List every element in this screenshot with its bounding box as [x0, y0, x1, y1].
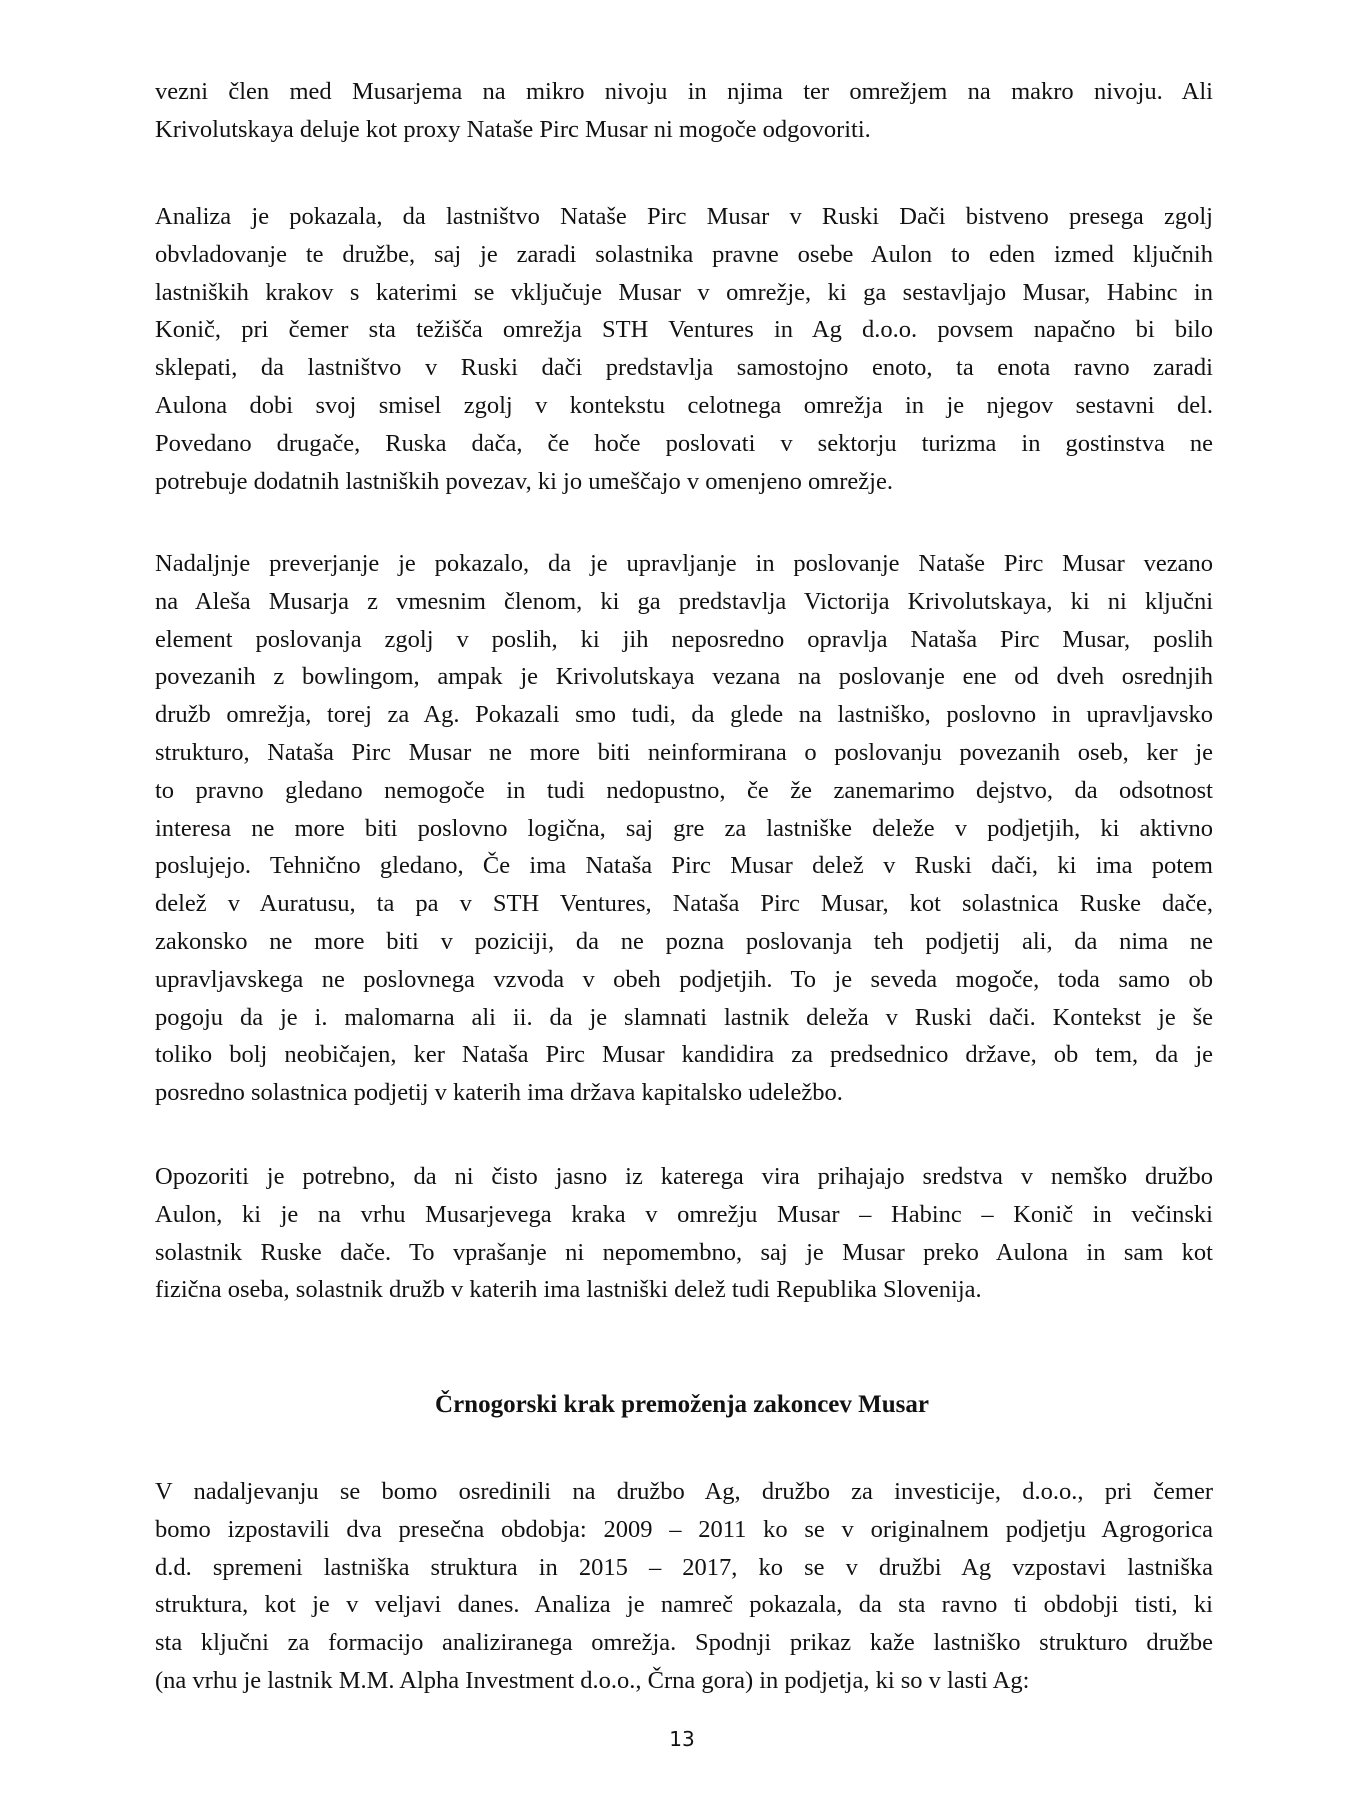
text-line: zakonsko ne more biti v poziciji, da ne pozna poslovanja teh podjetij ali, da nima ne — [155, 927, 1213, 955]
text-line: Povedano drugače, Ruska dača, če hoče poslovati v sektorju turizma in gostinstva ne — [155, 429, 1213, 457]
text-line: fizična oseba, solastnik družb v katerih ima lastniški delež tudi Republika Slovenija. — [155, 1276, 982, 1304]
text-line: V nadaljevanju se bomo osredinili na družbo Ag, družbo za investicije, d.o.o., pri čemer — [155, 1478, 1213, 1505]
text-line: bomo izpostavili dva presečna obdobja: 2009 – 2011 ko se v originalnem podjetju Agrogorica — [155, 1515, 1213, 1543]
text-line: sklepati, da lastništvo v Ruski dači predstavlja samostojno enoto, ta enota ravno zaradi — [155, 354, 1213, 382]
text-line: sta ključni za formacijo analiziranega omrežja. Spodnji prikaz kaže lastniško strukturo družbe — [155, 1629, 1213, 1657]
text-line: vezni člen med Musarjema na mikro nivoju in njima ter omrežjem na makro nivoju. Ali — [155, 78, 1213, 105]
text-line: Aulona dobi svoj smisel zgolj v kontekstu celotnega omrežja in je njegov sestavni del. — [155, 391, 1213, 419]
text-line: družb omrežja, torej za Ag. Pokazali smo tudi, da glede na lastniško, poslovno in upravljavsko — [155, 701, 1213, 729]
text-line: element poslovanja zgolj v poslih, ki jih neposredno opravlja Nataša Pirc Musar, poslih — [155, 625, 1213, 653]
text-line: Aulon, ki je na vrhu Musarjevega kraka v omrežju Musar – Habinc – Konič in večinski — [155, 1200, 1213, 1228]
text-line: na Aleša Musarja z vmesnim členom, ki ga predstavlja Victorija Krivolutskaya, ki ni ključni — [155, 587, 1213, 615]
text-line: Analiza je pokazala, da lastništvo Nataše Pirc Musar v Ruski Dači bistveno presega zgolj — [155, 203, 1213, 230]
text-line: solastnik Ruske dače. To vprašanje ni nepomembno, saj je Musar preko Aulona in sam kot — [155, 1238, 1213, 1266]
text-line: (na vrhu je lastnik M.M. Alpha Investment d.o.o., Črna gora) in podjetja, ki so v lasti Ag: — [155, 1666, 1030, 1694]
text-line: interesa ne more biti poslovno logična, saj gre za lastniške deleže v podjetjih, ki aktivno — [155, 814, 1213, 842]
text-line: toliko bolj neobičajen, ker Nataša Pirc Musar kandidira za predsednico države, ob tem, da je — [155, 1041, 1213, 1069]
text-line: potrebuje dodatnih lastniških povezav, ki jo umeščajo v omenjeno omrežje. — [155, 467, 893, 495]
text-line: pogoju da je i. malomarna ali ii. da je slamnati lastnik deleža v Ruski dači. Kontekst je še — [155, 1003, 1213, 1031]
page-number: 13 — [669, 1727, 695, 1751]
text-line: lastniških krakov s katerimi se vključuje Musar v omrežje, ki ga sestavljajo Musar, Habinc in — [155, 278, 1213, 306]
text-line: delež v Auratusu, ta pa v STH Ventures, Nataša Pirc Musar, kot solastnica Ruske dače, — [155, 890, 1213, 918]
text-line: to pravno gledano nemogoče in tudi nedopustno, če že zanemarimo dejstvo, da odsotnost — [155, 776, 1213, 804]
paragraph-2 — [155, 198, 1213, 500]
text-line: upravljavskega ne poslovnega vzvoda v obeh podjetjih. To je seveda mogoče, toda samo ob — [155, 965, 1213, 993]
section-heading: Črnogorski krak premoženja zakoncev Musar — [435, 1391, 929, 1418]
text-line: Opozoriti je potrebno, da ni čisto jasno iz katerega vira prihajajo sredstva v nemško družbo — [155, 1163, 1213, 1190]
text-line: Konič, pri čemer sta težišča omrežja STH Ventures in Ag d.o.o. povsem napačno bi bilo — [155, 316, 1213, 344]
text-line: posredno solastnica podjetij v katerih ima država kapitalsko udeležbo. — [155, 1079, 843, 1107]
paragraph-3 — [155, 545, 1213, 1112]
text-line: Krivolutskaya deluje kot proxy Nataše Pirc Musar ni mogoče odgovoriti. — [155, 115, 871, 143]
text-line: d.d. spremeni lastniška struktura in 2015 – 2017, ko se v družbi Ag vzpostavi lastniška — [155, 1553, 1213, 1581]
paragraph-1 — [155, 73, 1213, 149]
text-line: struktura, kot je v veljavi danes. Analiza je namreč pokazala, da sta ravno ti obdobji tisti, ki — [155, 1591, 1213, 1619]
text-line: obvladovanje te družbe, saj je zaradi solastnika pravne osebe Aulon to eden izmed ključnih — [155, 240, 1213, 268]
text-line: Nadaljnje preverjanje je pokazalo, da je upravljanje in poslovanje Nataše Pirc Musar vezano — [155, 550, 1213, 577]
paragraph-4 — [155, 1158, 1213, 1309]
text-line: povezanih z bowlingom, ampak je Krivolutskaya vezana na poslovanje ene od dveh osrednjih — [155, 663, 1213, 691]
text-line: poslujejo. Tehnično gledano, Če ima Nataša Pirc Musar delež v Ruski dači, ki ima potem — [155, 852, 1213, 880]
text-line: strukturo, Nataša Pirc Musar ne more biti neinformirana o poslovanju povezanih oseb, ker je — [155, 738, 1213, 766]
section-paragraph — [155, 1473, 1213, 1700]
